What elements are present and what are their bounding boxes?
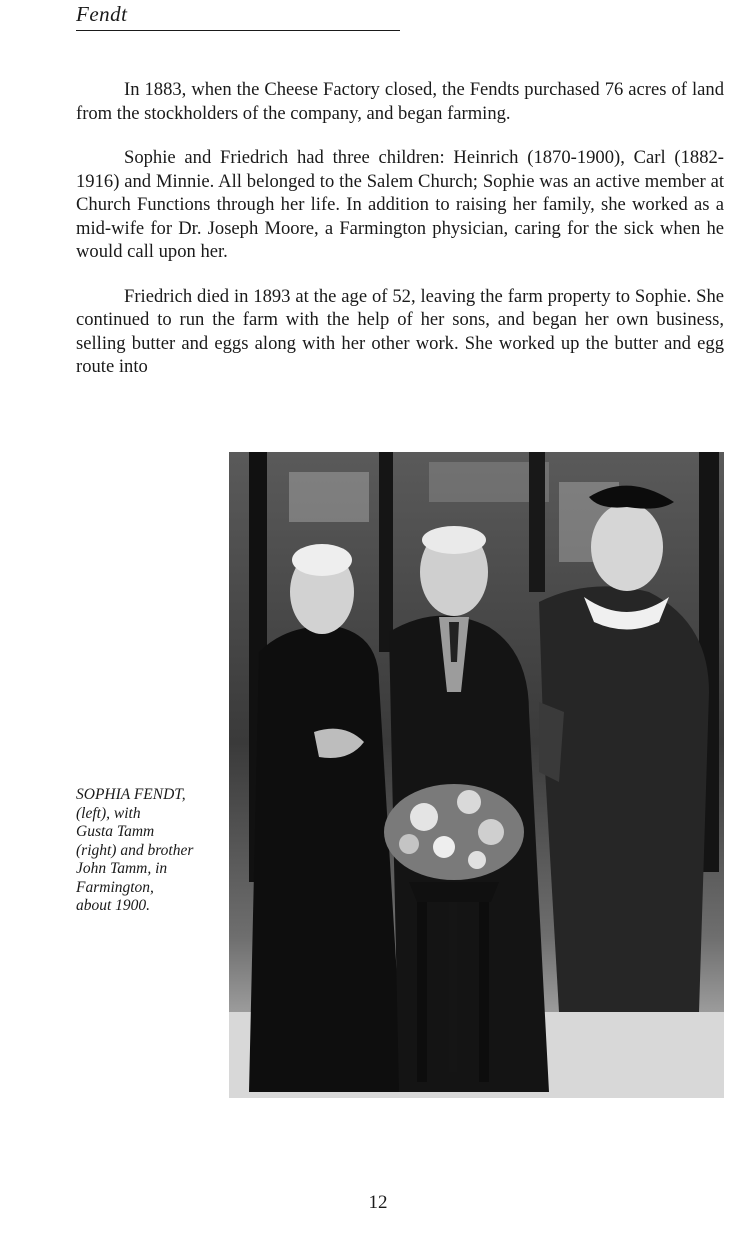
paragraph: In 1883, when the Cheese Factory closed, the Fendts purchased 76 acres of land from the stockholders of the company, and began farming. bbox=[76, 79, 724, 124]
running-head: Fendt bbox=[76, 2, 128, 26]
photo-caption bbox=[76, 786, 226, 916]
caption-line: (right) and brother bbox=[76, 841, 194, 859]
body-text bbox=[76, 78, 724, 400]
caption-line: about 1900. bbox=[76, 897, 151, 914]
caption-line: Gusta Tamm bbox=[76, 823, 155, 840]
paragraph: Friedrich died in 1893 at the age of 52, leaving the farm property to Sophie. She continued to run the farm with the help of her sons, and began her own business, selling butter and eggs along with her other work. She worked up the butter and egg route into bbox=[76, 285, 724, 377]
caption-line: SOPHIA FENDT, bbox=[76, 786, 186, 803]
page-number: 12 bbox=[368, 1192, 388, 1213]
caption-line: (left), with bbox=[76, 804, 141, 822]
header-rule bbox=[76, 30, 400, 31]
family-photograph bbox=[229, 452, 724, 1098]
paragraph: Sophie and Friedrich had three children: Heinrich (1870-1900), Carl (1882-1916) and Minnie. All belonged to the Salem Church; Sophie was an active member at Church Functions through her life. In addition to raising her family, she worked as a mid-wife for Dr. Joseph Moore, a Farmington physician, caring for the sick when he would call upon her. bbox=[76, 147, 724, 262]
caption-line: John Tamm, in bbox=[76, 860, 168, 877]
caption-line: Farmington, bbox=[76, 878, 154, 896]
